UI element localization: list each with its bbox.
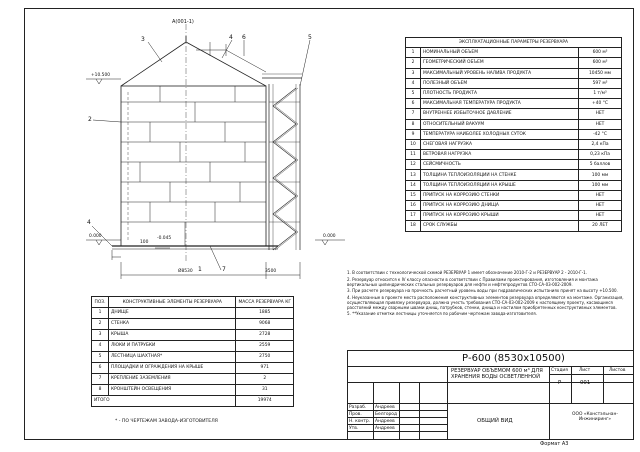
elevation-marks: [86, 79, 345, 248]
params-row-n: 11: [406, 150, 421, 160]
params-row-value: НЕТ: [579, 201, 622, 211]
params-row: [406, 160, 622, 170]
component-row-value: 2: [236, 374, 294, 385]
component-row-name: КРЫША: [109, 330, 236, 341]
params-row-name: ТОЛЩИНА ТЕПЛОИЗОЛЯЦИИ НА КРЫШЕ: [421, 180, 579, 190]
params-row-value: 1 т/м³: [579, 88, 622, 98]
params-row-name: ПОЛЕЗНЫЙ ОБЪЕМ: [421, 78, 579, 88]
params-row: [406, 99, 622, 109]
component-row-name: ПЛОЩАДКИ И ОГРАЖДЕНИЯ НА КРЫШЕ: [109, 363, 236, 374]
title-block: [347, 350, 634, 440]
component-row-n: 7: [92, 374, 109, 385]
shell-courses: [121, 86, 266, 246]
name-norm: Андреев: [375, 419, 395, 424]
footnote: * - ПО ЧЕРТЕЖАМ ЗАВОДА-ИЗГОТОВИТЕЛЯ: [115, 419, 218, 424]
params-row: [406, 68, 622, 78]
component-row: [92, 308, 294, 319]
component-row: [92, 385, 294, 396]
view-label: А(001-1): [172, 19, 194, 25]
params-row-n: 10: [406, 139, 421, 149]
note-2: 2. Резервуар относится к IV классу опасности в соответствии с Правилами проектирования, изготовления и монтажа вертикальных цилиндрических стальных резервуаров для нефти и нефтепродуктов СТО-СА-03-002-2009.: [347, 276, 598, 287]
note-3: 3. При расчете резервуара на прочность расчетный уровень воды при гидравлических испытаниях принят на высоту +10.500.: [347, 288, 618, 293]
params-row-name: ТОЛЩИНА ТЕПЛОИЗОЛЯЦИИ НА СТЕНКЕ: [421, 170, 579, 180]
company-name: ООО «Констэльнан-Инжиниринг»: [572, 412, 618, 422]
params-row-n: 13: [406, 170, 421, 180]
component-row-n: 2: [92, 319, 109, 330]
stage-value: Р: [558, 380, 562, 386]
col-pos: ПОЗ.: [92, 297, 109, 308]
callout-4b: 4: [87, 219, 91, 226]
params-row: [406, 119, 622, 129]
callout-5: 5: [308, 34, 312, 41]
params-row-name: СЕЙСМИЧНОСТЬ: [421, 160, 579, 170]
component-row-name: КРЕПЛЕНИЕ ЗАЗЕМЛЕНИЯ: [109, 374, 236, 385]
params-row: [406, 88, 622, 98]
params-row: [406, 48, 622, 58]
params-row-n: 6: [406, 99, 421, 109]
params-row-value: НЕТ: [579, 119, 622, 129]
params-row-value: 20 ЛЕТ: [579, 221, 622, 231]
component-row: [92, 374, 294, 385]
drawing-code: Р-600 (8530х10500): [462, 353, 565, 364]
params-row-name: ГЕОМЕТРИЧЕСКИЙ ОБЪЕМ: [421, 58, 579, 68]
params-row-n: 3: [406, 68, 421, 78]
role-approve: Утв.: [349, 426, 359, 431]
params-row-n: 5: [406, 88, 421, 98]
component-row-value: 31: [236, 385, 294, 396]
name-approve: Андреев: [375, 426, 395, 431]
params-row: [406, 201, 622, 211]
callout-3: 3: [141, 36, 145, 43]
params-row-name: НОМИНАЛЬНЫЙ ОБЪЕМ: [421, 48, 579, 58]
params-row-value: +40 °С: [579, 99, 622, 109]
dim-diameter-label: Ø8530: [178, 269, 193, 274]
params-row-value: -42 °С: [579, 129, 622, 139]
params-row: [406, 109, 622, 119]
component-row: [92, 352, 294, 363]
name-dev: Андреев: [375, 405, 395, 410]
params-row-n: 16: [406, 201, 421, 211]
params-row-value: НЕТ: [579, 109, 622, 119]
params-row: [406, 58, 622, 68]
component-row: [92, 330, 294, 341]
params-row-value: 597 м³: [579, 78, 622, 88]
stage-label: Стадия: [551, 368, 568, 373]
params-row-n: 14: [406, 180, 421, 190]
params-row-value: 2,4 кПа: [579, 139, 622, 149]
components-table: [91, 296, 294, 407]
params-row: [406, 190, 622, 200]
callout-7: 7: [222, 266, 226, 273]
component-row-value: 971: [236, 363, 294, 374]
component-row: [92, 341, 294, 352]
component-row-n: 4: [92, 341, 109, 352]
params-row-name: СРОК СЛУЖБЫ: [421, 221, 579, 231]
component-row: [92, 319, 294, 330]
component-row-name: КРОНШТЕЙН ОСВЕЩЕНИЯ: [109, 385, 236, 396]
component-row-value: 1885: [236, 308, 294, 319]
component-row-n: 6: [92, 363, 109, 374]
component-row-n: 5: [92, 352, 109, 363]
role-check: Пров.: [349, 412, 362, 417]
elevation-top-label: +10.500: [91, 73, 111, 78]
elevation-bottom-label: -0.045: [157, 236, 172, 241]
params-row-name: МАКСИМАЛЬНАЯ ТЕМПЕРАТУРА ПРОДУКТА: [421, 99, 579, 109]
params-row-n: 2: [406, 58, 421, 68]
params-row-name: ПРИПУСК НА КОРРОЗИЮ КРЫШИ: [421, 211, 579, 221]
params-row-n: 12: [406, 160, 421, 170]
notes-block: [347, 270, 627, 318]
component-row-value: 2750: [236, 352, 294, 363]
params-row-name: ОТНОСИТЕЛЬНЫЙ ВАКУУМ: [421, 119, 579, 129]
params-row: [406, 211, 622, 221]
note-1: 1. В соответствии с технологической схемой РЕЗЕРВУАР 1 имеет обозначение 2010-Г-2 и РЕЗЕРВУАР 2 - 2010-Г-1.: [347, 270, 587, 275]
params-row-value: 0,23 кПа: [579, 150, 622, 160]
component-row-name: ДНИЩЕ: [109, 308, 236, 319]
params-row-name: ПРИПУСК НА КОРРОЗИЮ СТЕНКИ: [421, 190, 579, 200]
drawing-description: РЕЗЕРВУАР ОБЪЕМОМ 600 м³ ДЛЯ ХРАНЕНИЯ ВОДЫ ОСВЕТЛЕННОЙ: [451, 368, 543, 380]
params-row-name: ПЛОТНОСТЬ ПРОДУКТА: [421, 88, 579, 98]
params-row-n: 1: [406, 48, 421, 58]
params-row-name: МАКСИМАЛЬНЫЙ УРОВЕНЬ НАЛИВА ПРОДУКТА: [421, 68, 579, 78]
params-row-value: НЕТ: [579, 211, 622, 221]
params-row-value: 5 баллов: [579, 160, 622, 170]
params-row-value: 600 м³: [579, 58, 622, 68]
elevation-ground-label: 0.000: [89, 234, 102, 239]
sheets-label: Листов: [609, 368, 626, 373]
shaft-ladder: [262, 74, 302, 250]
component-row-name: ЛЕСТНИЦА ШАХТНАЯ*: [109, 352, 236, 363]
params-row-value: НЕТ: [579, 190, 622, 200]
params-row-name: ПРИПУСК НА КОРРОЗИЮ ДНИЩА: [421, 201, 579, 211]
params-table-title: ЭКСПЛУАТАЦИОННЫЕ ПАРАМЕТРЫ РЕЗЕРВУАРА: [406, 38, 622, 48]
params-row-value: 600 м³: [579, 48, 622, 58]
elevation-ladder-label: 0.000: [323, 234, 336, 239]
sheet-name: ОБЩИЙ ВИД: [477, 418, 513, 424]
total-value: 19974: [236, 396, 294, 407]
params-row-n: 4: [406, 78, 421, 88]
params-row-value: 10450 мм: [579, 68, 622, 78]
callout-4: 4: [229, 34, 233, 41]
component-row-n: 8: [92, 385, 109, 396]
params-row-n: 15: [406, 190, 421, 200]
total-label: ИТОГО: [92, 396, 236, 407]
format-label: Формат А3: [540, 441, 569, 447]
role-dev: Разраб.: [349, 405, 367, 410]
params-row-n: 17: [406, 211, 421, 221]
component-row: [92, 363, 294, 374]
params-row-value: 100 мм: [579, 180, 622, 190]
params-row-name: ВНУТРЕННЕЕ ИЗБЫТОЧНОЕ ДАВЛЕНИЕ: [421, 109, 579, 119]
callout-leaders: [92, 40, 310, 270]
params-row-name: СНЕГОВАЯ НАГРУЗКА: [421, 139, 579, 149]
params-row-n: 7: [406, 109, 421, 119]
component-row-n: 1: [92, 308, 109, 319]
name-check: Белгород: [375, 412, 398, 417]
component-row-value: 2728: [236, 330, 294, 341]
params-row-name: ВЕТРОВАЯ НАГРУЗКА: [421, 150, 579, 160]
component-row-value: 2559: [236, 341, 294, 352]
params-row-n: 9: [406, 129, 421, 139]
col-element: КОНСТРУКТИВНЫЕ ЭЛЕМЕНТЫ РЕЗЕРВУАРА: [109, 297, 236, 308]
params-table: [405, 37, 622, 232]
params-row: [406, 78, 622, 88]
params-row-n: 18: [406, 221, 421, 231]
sheet-label: Лист: [579, 368, 591, 373]
component-row-value: 9068: [236, 319, 294, 330]
component-row-name: СТЕНКА: [109, 319, 236, 330]
callout-1: 1: [198, 266, 202, 273]
dim-offset-label: 100: [140, 240, 149, 245]
params-row-value: 100 мм: [579, 170, 622, 180]
params-row: [406, 170, 622, 180]
callout-2: 2: [88, 116, 92, 123]
dimension-lines: [112, 250, 300, 279]
col-mass: МАССА РЕЗЕРВУАРА КГ: [236, 297, 294, 308]
note-4: 4. Неуказанные в проекте места расположения конструктивных элементов резервуара определяются на монтаже. Организация, осуществляющая привязку резервуара, должна учесть требования СТО-СА-03-002-2009 к настоящему проекту, касающиеся расстояний между сварными швами днищ, патрубков, стенки, днища и настилом приобретенных конструктивных элементов.: [347, 294, 624, 310]
params-row: [406, 129, 622, 139]
sheet-value: 001: [580, 380, 591, 386]
component-row-name: ЛЮКИ И ПАТРУБКИ: [109, 341, 236, 352]
component-row-n: 3: [92, 330, 109, 341]
params-row: [406, 221, 622, 231]
params-row: [406, 139, 622, 149]
params-row-n: 8: [406, 119, 421, 129]
callout-6: 6: [242, 34, 246, 41]
note-5: 5. **Указание отметки лестницы уточняется по рабочим чертежам завода-изготовителя.: [347, 311, 537, 316]
params-row-name: ТЕМПЕРАТУРА НАИБОЛЕЕ ХОЛОДНЫХ СУТОК: [421, 129, 579, 139]
params-row: [406, 150, 622, 160]
dim-ladder-label: 3500: [265, 269, 277, 274]
role-norm: Н. контр.: [349, 419, 371, 424]
params-row: [406, 180, 622, 190]
